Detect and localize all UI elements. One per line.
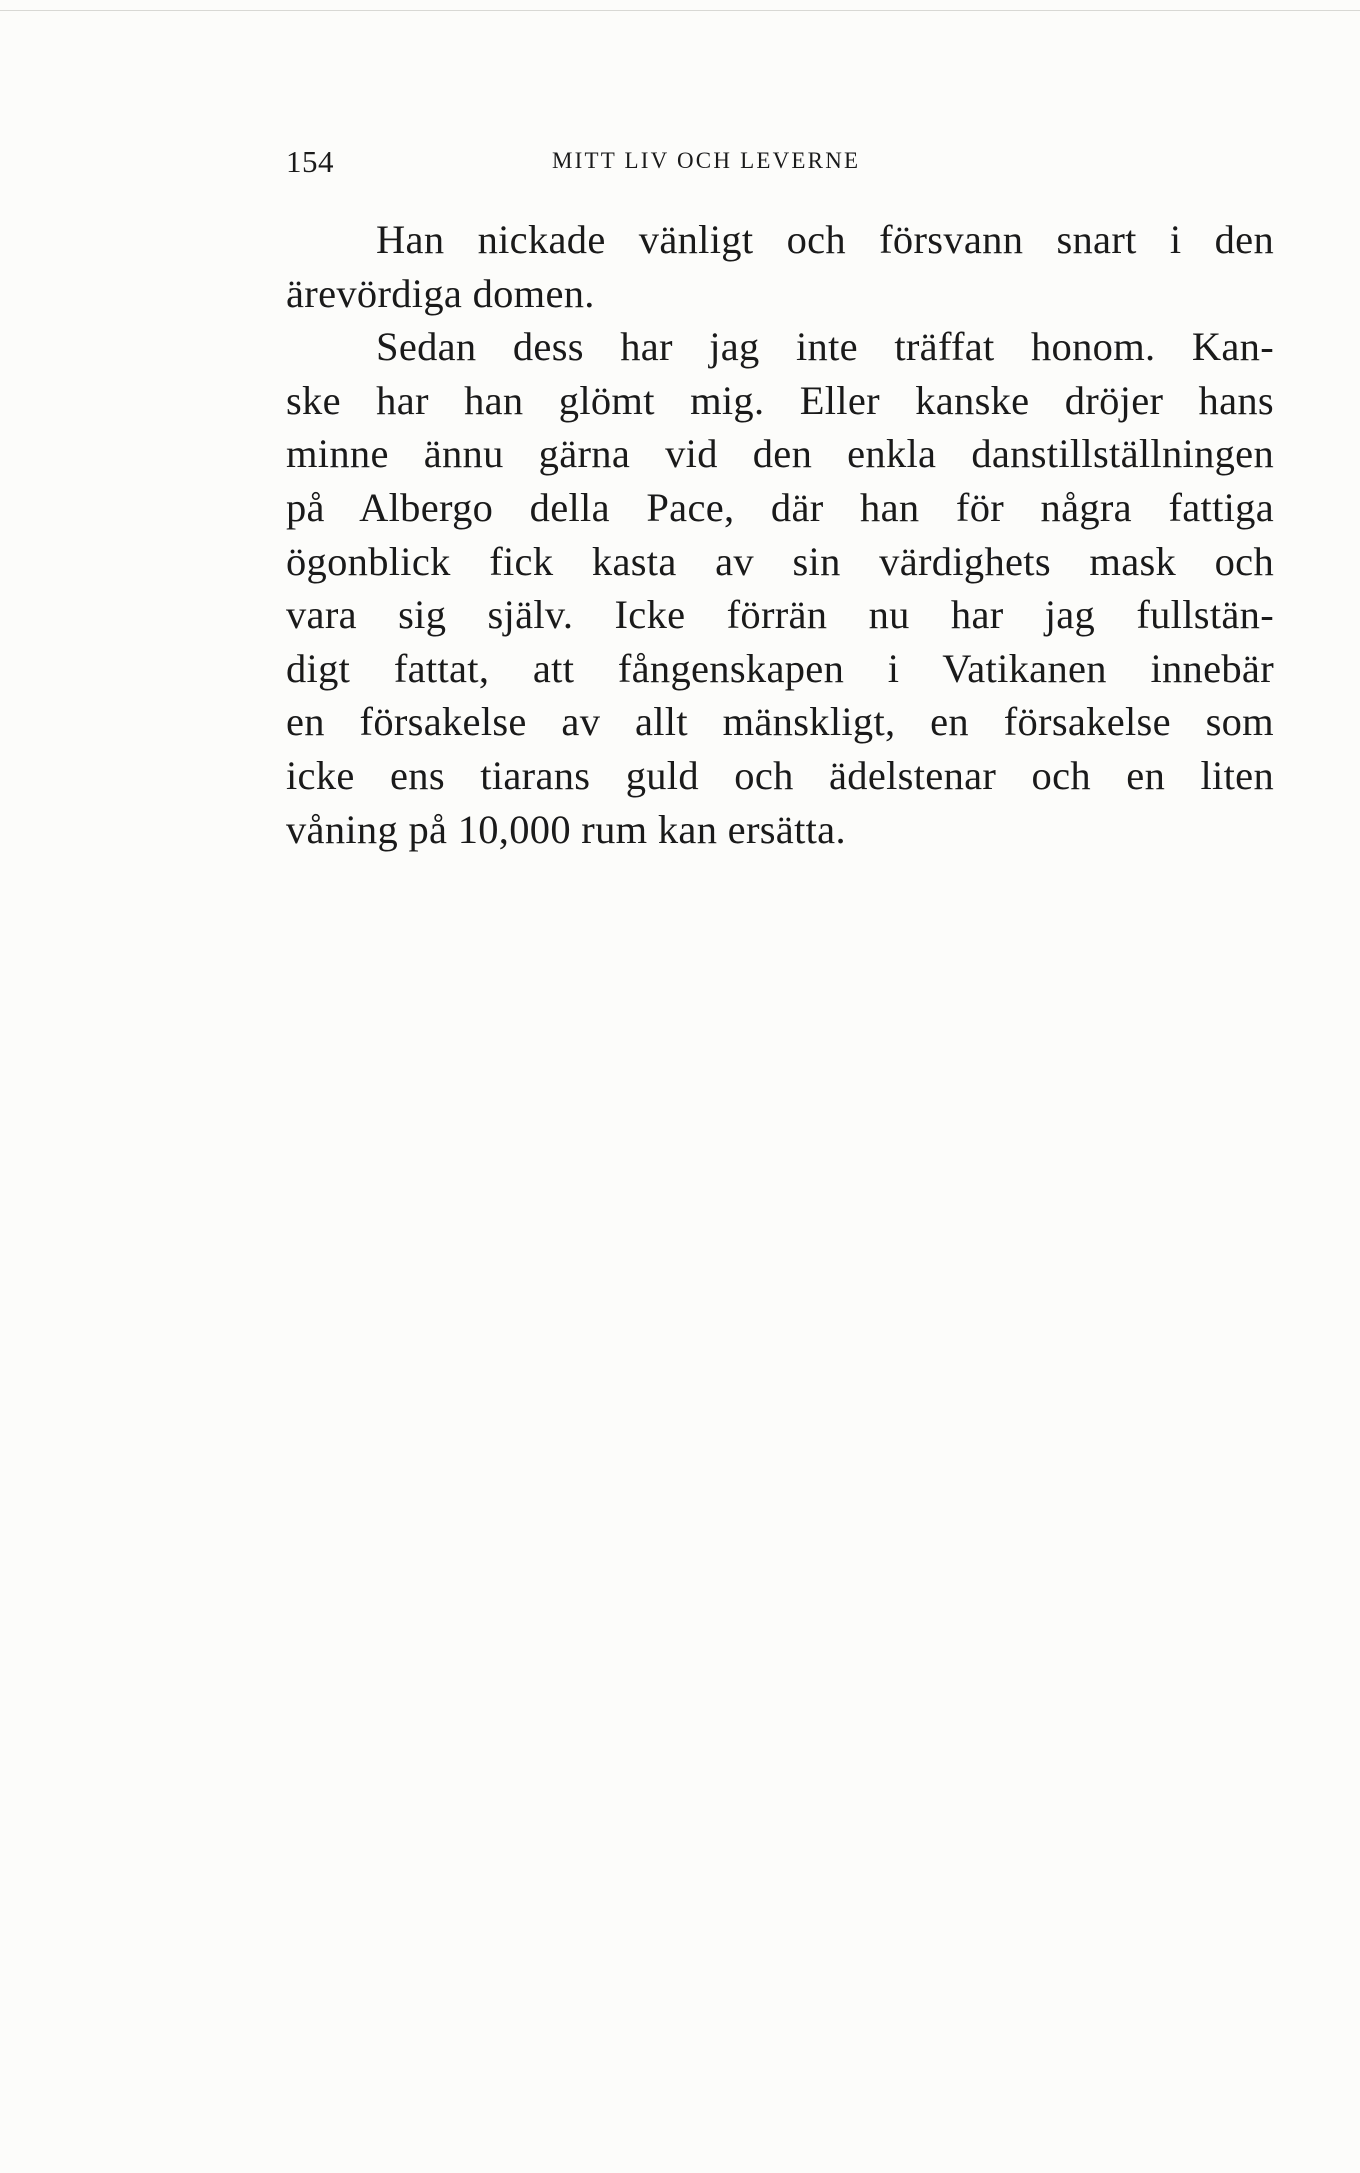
text-line: ögonblick fick kasta av sin värdighets mask och [286, 538, 1274, 584]
text-line: en försakelse av allt mänskligt, en försakelse som [286, 699, 1274, 745]
text-line: icke ens tiarans guld och ädelstenar och en liten [286, 752, 1274, 798]
text-line: digt fattat, att fångenskapen i Vatikanen innebär [286, 645, 1274, 691]
text-line: våning på 10,000 rum kan ersätta. [286, 806, 846, 852]
running-title: MITT LIV OCH LEVERNE [552, 148, 861, 173]
text-line: Han nickade vänligt och försvann snart i den [376, 217, 1274, 262]
text-line: minne ännu gärna vid den enkla danstillställningen [286, 431, 1274, 477]
text-line: vara sig själv. Icke förrän nu har jag fullstän- [286, 592, 1274, 638]
text-line: Sedan dess har jag inte träffat honom. Kan- [376, 324, 1274, 370]
text-line: på Albergo della Pace, där han för några fattiga [286, 484, 1274, 530]
text-line: ärevördiga domen. [286, 270, 595, 316]
page-edge-line [0, 10, 1360, 11]
text-line: ske har han glömt mig. Eller kanske dröjer hans [286, 377, 1274, 423]
body-text [286, 213, 1274, 856]
running-head [286, 144, 1274, 184]
page-number: 154 [286, 144, 334, 179]
